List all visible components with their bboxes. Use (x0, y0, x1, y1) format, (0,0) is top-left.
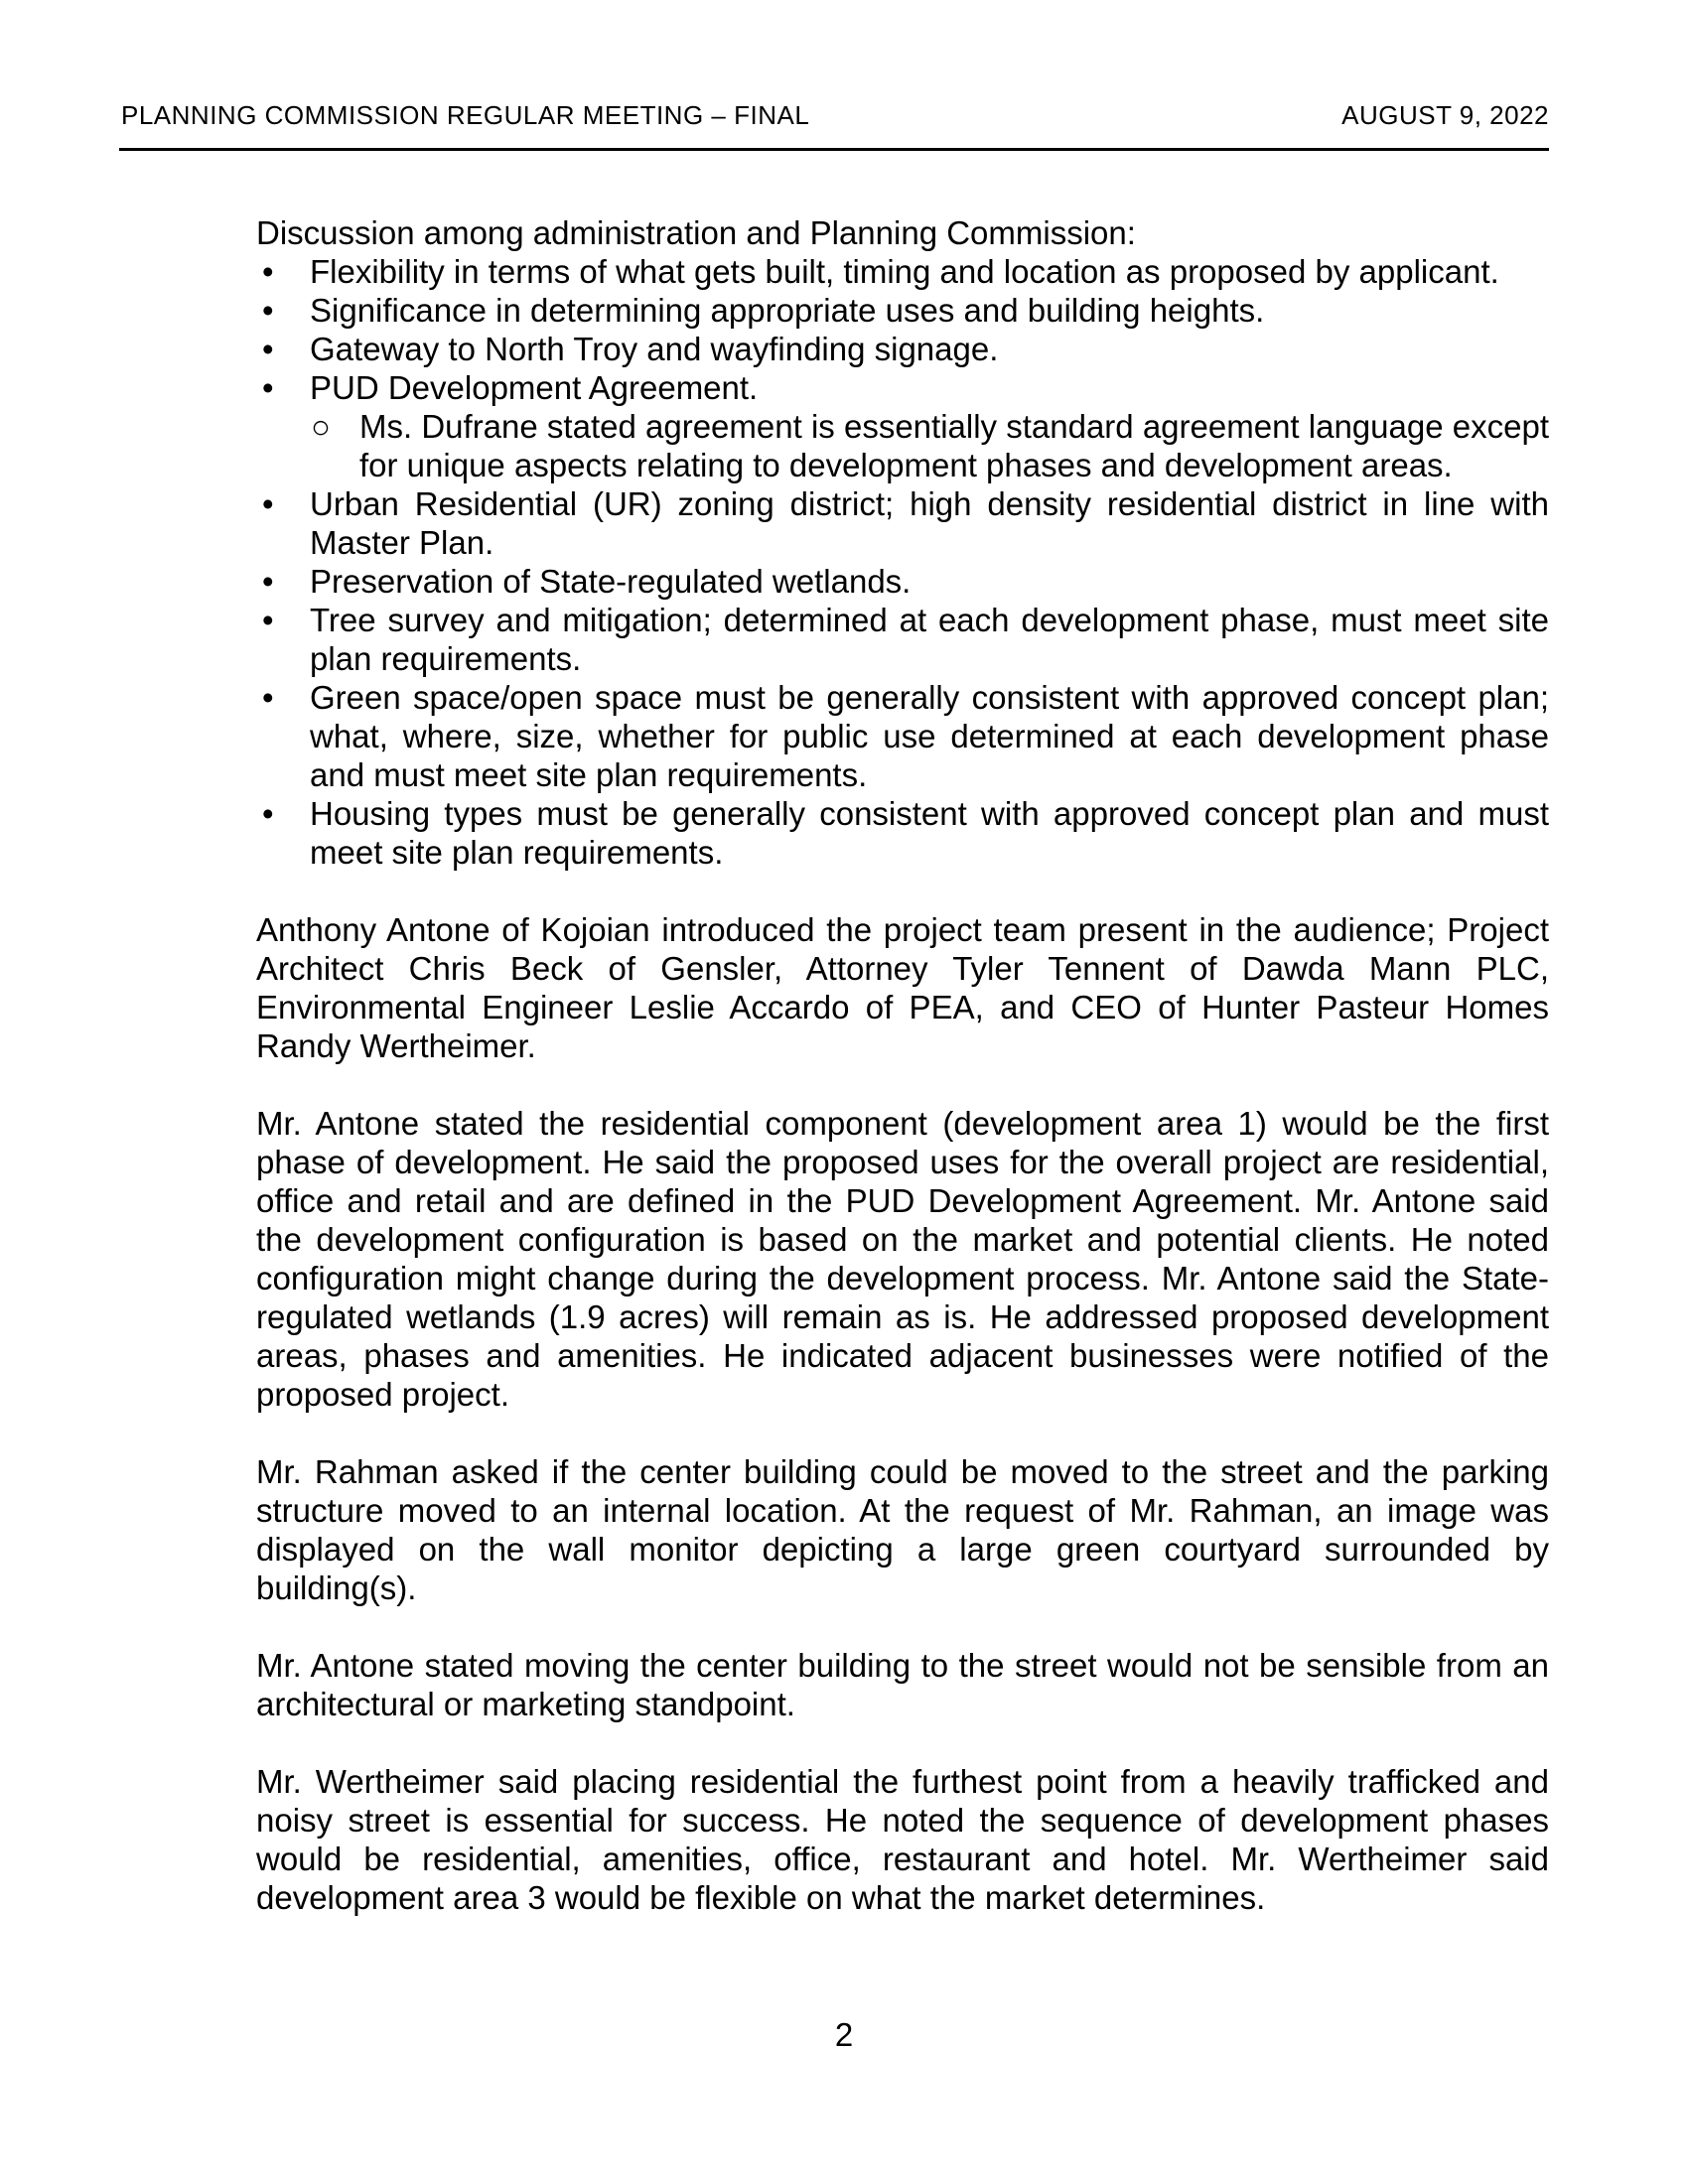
header-date: AUGUST 9, 2022 (1341, 100, 1549, 130)
list-item-text: Urban Residential (UR) zoning district; high density residential district in line with Master Plan. (310, 485, 1549, 561)
page-footer (0, 2015, 1688, 2054)
list-item-text: Housing types must be generally consistent with approved concept plan and must meet site plan requirements. (310, 795, 1549, 871)
list-item-text: Preservation of State-regulated wetlands. (310, 563, 912, 600)
bullet-icon: • (262, 253, 274, 290)
bullet-list (256, 252, 1549, 872)
header-title: PLANNING COMMISSION REGULAR MEETING – FINAL (121, 100, 810, 130)
list-item (256, 678, 1549, 794)
list-item (256, 368, 1549, 484)
paragraph: Mr. Antone stated moving the center building to the street would not be sensible from an architectural or marketing standpoint. (256, 1647, 1549, 1722)
bullet-icon: • (262, 602, 274, 638)
bullet-icon: • (262, 485, 274, 522)
bullet-icon: • (262, 679, 274, 716)
bullet-icon: • (262, 292, 274, 329)
list-item (256, 484, 1549, 562)
list-item (256, 794, 1549, 872)
circle-bullet-icon: ○ (311, 408, 331, 445)
header-divider (119, 148, 1549, 151)
intro-text: Discussion among administration and Planning Commission: (256, 214, 1136, 251)
list-item-text: Gateway to North Troy and wayfinding signage. (310, 331, 999, 367)
paragraph: Mr. Antone stated the residential component (development area 1) would be the first phase of development. He said the proposed uses for the overall project are residential, office and retail and are defined in the PUD Development Agreement. Mr. Antone said the development configuration is based on the market and potential clients. He noted configuration might change during the development process. Mr. Antone said the State-regulated wetlands (1.9 acres) will remain as is. He addressed proposed development areas, phases and amenities. He indicated adjacent businesses were notified of the proposed project. (256, 1105, 1549, 1413)
list-item (256, 291, 1549, 330)
sub-bullet-list (310, 407, 1549, 484)
bullet-icon: • (262, 563, 274, 600)
paragraph: Mr. Wertheimer said placing residential the furthest point from a heavily trafficked and noisy street is essential for success. He noted the sequence of development phases would be residential, amenities, office, restaurant and hotel. Mr. Wertheimer said development area 3 would be flexible on what the market determines. (256, 1763, 1549, 1916)
list-item-text: Flexibility in terms of what gets built, timing and location as proposed by applicant. (310, 253, 1499, 290)
paragraph: Mr. Rahman asked if the center building could be moved to the street and the parking structure moved to an internal location. At the request of Mr. Rahman, an image was displayed on the wall monitor depicting a large green courtyard surrounded by building(s). (256, 1453, 1549, 1606)
sub-list-item-text: Ms. Dufrane stated agreement is essentially standard agreement language except for unique aspects relating to development phases and development areas. (359, 408, 1549, 483)
list-item-text: Green space/open space must be generally consistent with approved concept plan; what, where, size, whether for public use determined at each development phase and must meet site plan requirements. (310, 679, 1549, 793)
page-number: 2 (834, 2016, 854, 2053)
document-body (256, 213, 1549, 1917)
page-header (121, 99, 1549, 131)
bullet-icon: • (262, 369, 274, 406)
list-item (256, 601, 1549, 678)
list-item-text: Significance in determining appropriate uses and building heights. (310, 292, 1265, 329)
list-item (256, 330, 1549, 368)
bullet-icon: • (262, 331, 274, 367)
list-item-text: PUD Development Agreement. (310, 369, 759, 406)
paragraph: Anthony Antone of Kojoian introduced the project team present in the audience; Project Architect Chris Beck of Gensler, Attorney Tyler Tennent of Dawda Mann PLC, Environmental Engineer Leslie Accardo of PEA, and CEO of Hunter Pasteur Homes Randy Wertheimer. (256, 911, 1549, 1064)
list-item-text: Tree survey and mitigation; determined at each development phase, must meet site plan requirements. (310, 602, 1549, 677)
sub-list-item (310, 407, 1549, 484)
list-item (256, 252, 1549, 291)
list-item (256, 562, 1549, 601)
bullet-icon: • (262, 795, 274, 832)
